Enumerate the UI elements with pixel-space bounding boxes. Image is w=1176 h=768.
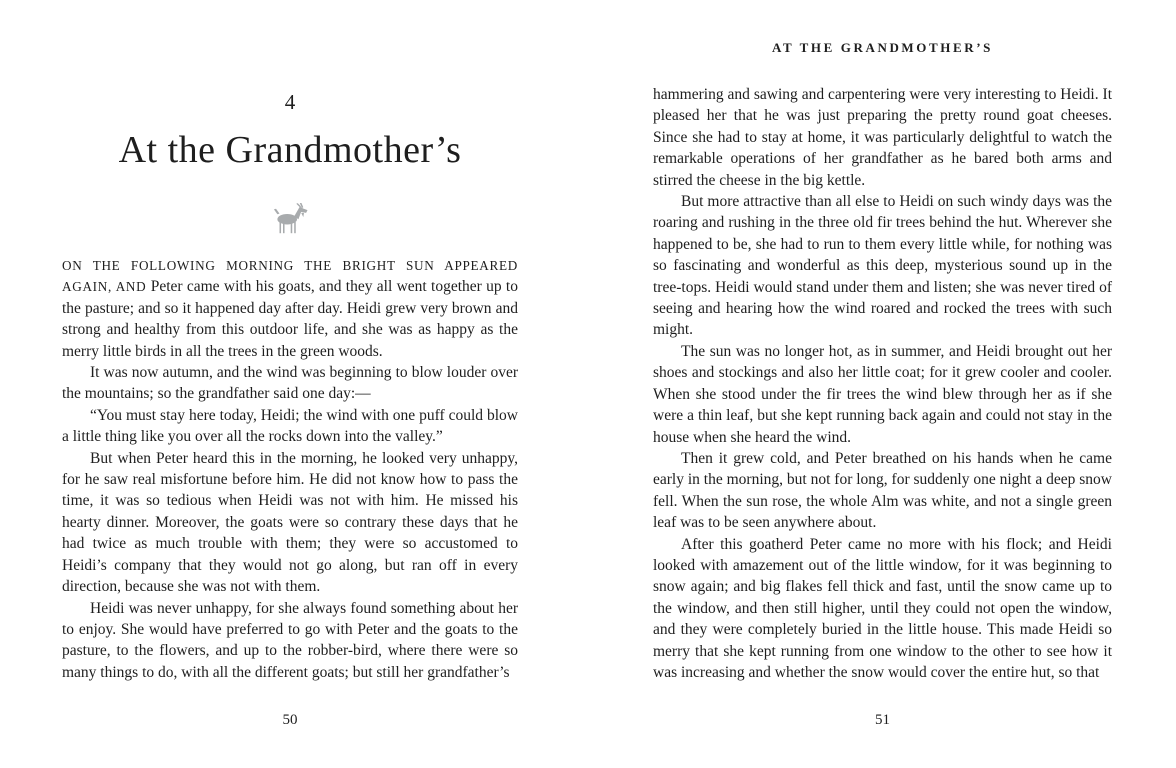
- right-page: [653, 0, 1112, 768]
- paragraph: Then it grew cold, and Peter breathed on his hands when he came early in the morning, but not for long, for suddenly one night a deep snow fell. When the sun rose, the whole Alm was white, and not a single green leaf was to be seen anywhere about.: [653, 449, 1112, 532]
- paragraph: But when Peter heard this in the morning, he looked very unhappy, for he saw real misfortune before him. He did not know how to pass the time, it was so tedious when Heidi was not with him. He missed his hearty dinner. Moreover, the goats were so contrary these days that he had twice as much trouble with them; they were so accustomed to Heidi’s company that they would not go along, but ran off in every direction, because she was not with them.: [62, 449, 518, 596]
- running-header: AT THE GRANDMOTHER’S: [771, 40, 994, 55]
- paragraph: The sun was no longer hot, as in summer, and Heidi brought out her shoes and stockings and also her little coat; for it grew cooler and cooler. When she stood under the fir trees the wind blew through her as if she were a thin leaf, but she kept running back again and could not stay in the house when she heard the wind.: [653, 342, 1112, 446]
- paragraph: [62, 255, 518, 362]
- paragraph-text: Peter came with his goats, and they all went together up to the pasture; and so it happened day after day. Heidi grew very brown and strong and healthy from this outdoor life, and she was as happy as the merry little birds in all the trees in the green woods.: [62, 278, 518, 360]
- paragraph: It was now autumn, and the wind was beginning to blow louder over the mountains; so the grandfather said one day:—: [62, 364, 518, 403]
- paragraph: But more attractive than all else to Heidi on such windy days was the roaring and rushing in the three old fir trees behind the hut. Wherever she happened to be, she had to run to them every little while, for nothing was so fascinating and wonderful as this deep, mysterious sound up in the tree-tops. Heidi would stand under them and listen; she was never tired of seeing and hearing how the wind roared and rocked the trees with such might.: [653, 193, 1112, 339]
- paragraph: Heidi was never unhappy, for she always found something about her to enjoy. She would have preferred to go with Peter and the goats to the pasture, to the flowers, and up to the robber-bird, where there were so many things to do, with all the different goats; but still her grandfather’s: [62, 599, 518, 681]
- goat-ornament-icon: [269, 203, 311, 234]
- right-page-body: [653, 84, 1112, 683]
- smallcaps-lead: ON THE FOLLOWING MORNING THE BRIGHT SUN APPEARED AGAIN, AND: [62, 258, 518, 295]
- paragraph: After this goatherd Peter came no more with his flock; and Heidi looked with amazement out of the little window, for it was beginning to snow again; and big flakes fell thick and fast, until the snow came up to the window, and then still higher, until they could not open the window, and they were completely buried in the little house. This made Heidi so merry that she kept running from one window to the other to see how it was increasing and whether the snow would cover the entire hut, so that: [653, 535, 1112, 681]
- chapter-title: At the Grandmother’s: [118, 129, 462, 171]
- chapter-number: 4: [284, 90, 296, 114]
- left-page-body: [62, 255, 518, 683]
- paragraph: hammering and sawing and carpentering were very interesting to Heidi. It pleased her that he was just preparing the pretty round goat cheeses. Since she had to stay at home, it was particularly delightful to watch the remarkable operations of her grandfather as he bared both arms and stirred the cheese in the big kettle.: [653, 86, 1112, 189]
- page-number-left: 50: [282, 712, 298, 728]
- left-page: [62, 0, 518, 768]
- paragraph: “You must stay here today, Heidi; the wind with one puff could blow a little thing like you over all the rocks down into the valley.”: [62, 406, 518, 446]
- chapter-ornament: [62, 203, 518, 234]
- page-number-right: 51: [875, 712, 890, 728]
